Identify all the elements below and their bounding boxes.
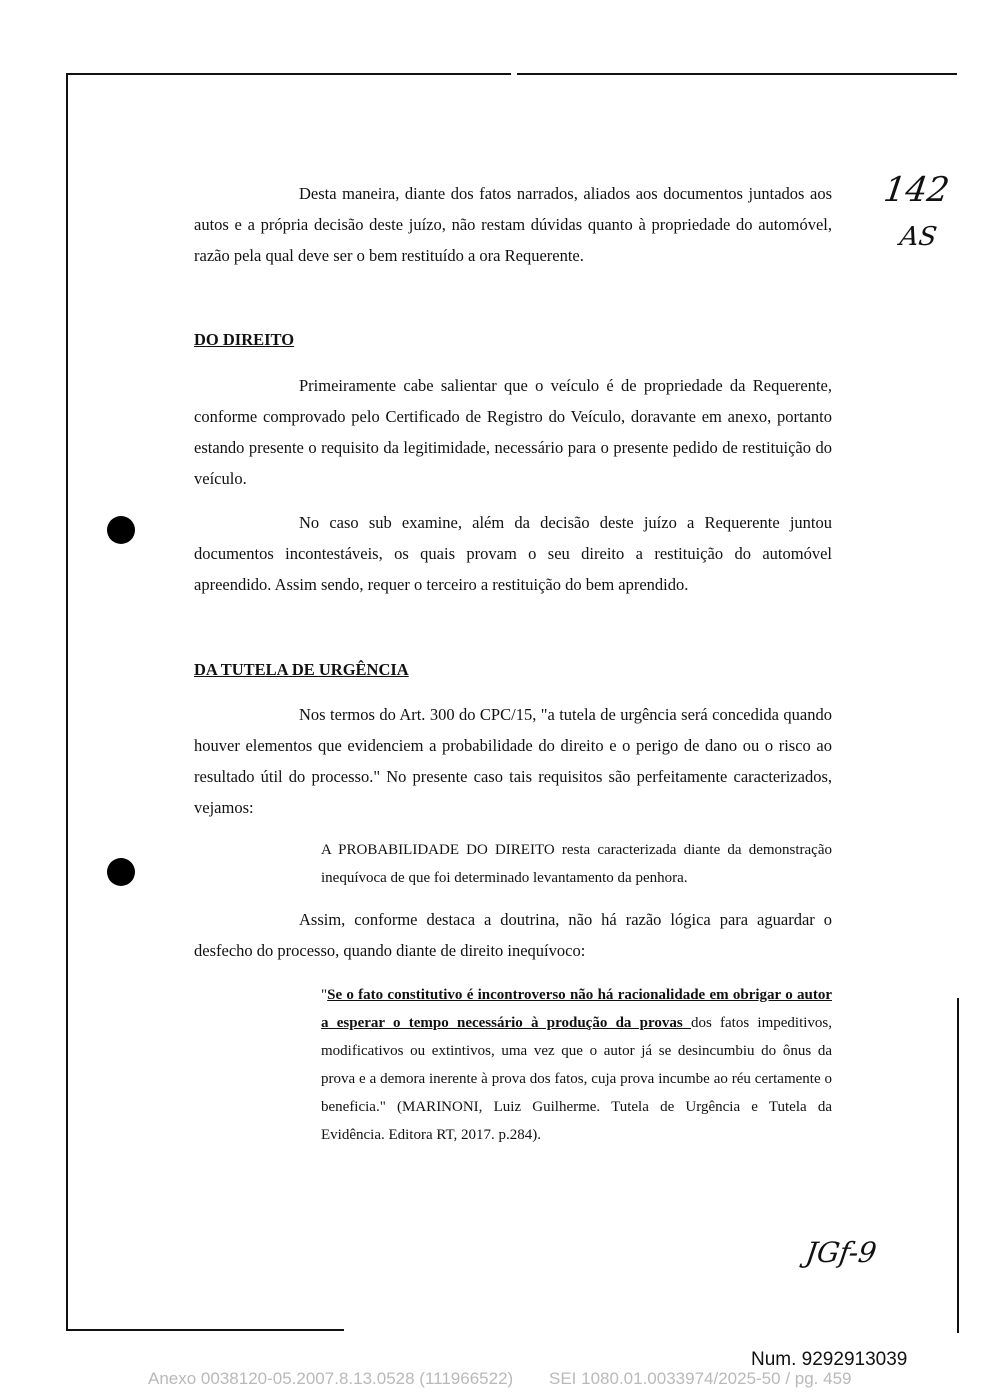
quote-rest: dos fatos impeditivos, modificativos ou extintivos, uma vez que o autor já se desincumbiu do ônus da prova e a demora inerente à prova dos fatos, cuja prova incumbe ao réu certamente o beneficia." (MARINONI, Luiz Guilherme. Tutela de Urgência e Tutela da Evidência. Editora RT, 2017. p.284).	[321, 1015, 833, 1143]
punch-hole-bottom	[107, 858, 135, 886]
paragraph-conclusion: Desta maneira, diante dos fatos narrados, aliados aos documentos juntados aos autos e a própria decisão deste juízo, não restam dúvidas quanto à propriedade do automóvel, razão pela qual deve ser o bem restituído a ora Requerente.	[194, 184, 832, 265]
frame-bottom-line	[66, 1329, 344, 1331]
signature: JGf-9	[803, 1236, 879, 1269]
quote-marinoni	[321, 981, 832, 1149]
annex-reference: Anexo 0038120-05.2007.8.13.0528 (111966522)	[148, 1369, 514, 1388]
heading-do-direito: DO DIREITO	[194, 330, 295, 349]
quote-emphasis: Se o fato constitutivo é incontroverso não há racionalidade em obrigar o autor a esperar o tempo necessário à produção da provas	[321, 987, 832, 1031]
folio-number: 142	[881, 170, 952, 210]
frame-top-line-left	[66, 73, 511, 75]
frame-left-line	[66, 73, 68, 1331]
sei-reference: SEI 1080.01.0033974/2025-50 / pg. 459	[549, 1369, 852, 1388]
punch-hole-top	[107, 516, 135, 544]
paragraph-sub-examine: No caso sub examine, além da decisão deste juízo a Requerente juntou documentos incontestáveis, os quais provam o seu direito a restituição do automóvel apreendido. Assim sendo, requer o terceiro a restituição do bem aprendido.	[194, 513, 832, 594]
frame-right-line	[957, 998, 959, 1333]
frame-top-line-right	[517, 73, 957, 75]
paragraph-art-300: Nos termos do Art. 300 do CPC/15, "a tutela de urgência será concedida quando houver elementos que evidenciem a probabilidade do direito e o perigo de dano ou o risco ao resultado útil do processo." No presente caso tais requisitos são perfeitamente caracterizados, vejamos:	[194, 705, 832, 817]
quote-open-mark: "	[321, 987, 328, 1003]
paragraph-propriedade: Primeiramente cabe salientar que o veículo é de propriedade da Requerente, conforme comprovado pelo Certificado de Registro do Veículo, doravante em anexo, portanto estando presente o requisito da legitimidade, necessário para o presente pedido de restituição do veículo.	[194, 376, 832, 488]
folio-initials: AS	[897, 222, 939, 252]
paragraph-doutrina: Assim, conforme destaca a doutrina, não há razão lógica para aguardar o desfecho do processo, quando diante de direito inequívoco:	[194, 910, 832, 960]
heading-tutela-urgencia: DA TUTELA DE URGÊNCIA	[194, 660, 409, 679]
quote-probabilidade: A PROBABILIDADE DO DIREITO resta caracterizada diante da demonstração inequívoca de que foi determinado levantamento da penhora.	[321, 842, 832, 886]
document-number: Num. 9292913039	[751, 1349, 908, 1370]
